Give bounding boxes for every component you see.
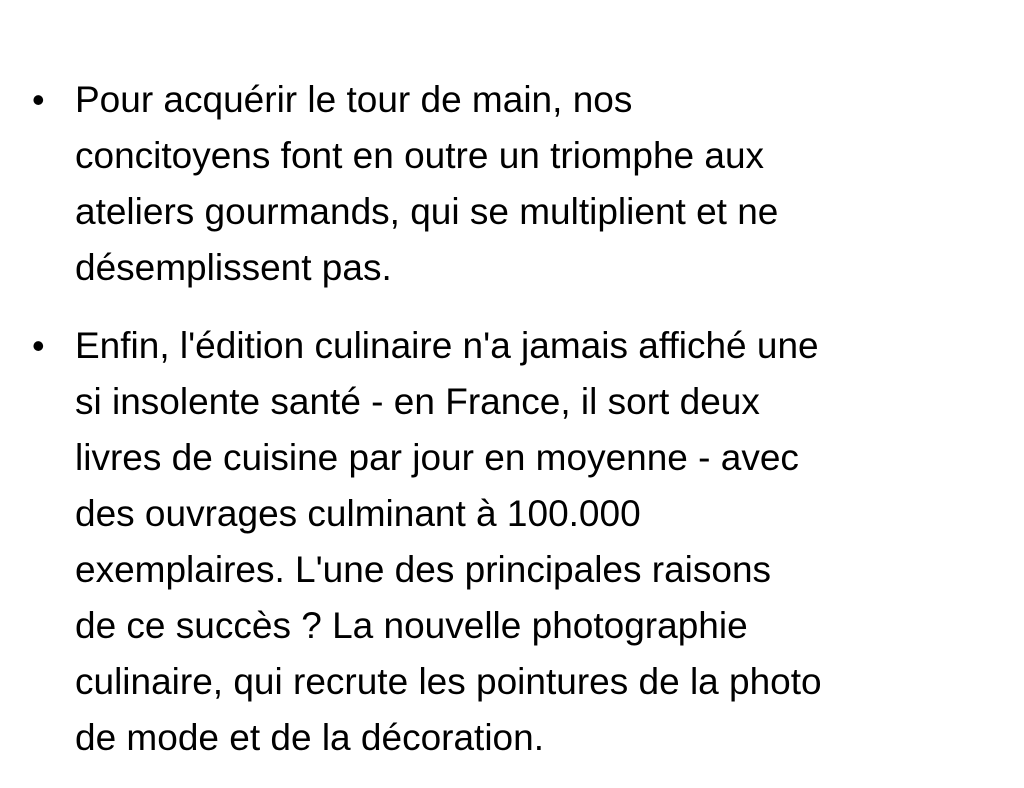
bullet-text-line: ateliers gourmands, qui se multiplient et ne xyxy=(75,191,779,232)
bullet-marker: • xyxy=(32,79,45,120)
bullet-text-line: de ce succès ? La nouvelle photographie xyxy=(75,605,748,646)
bullet-marker: • xyxy=(32,325,45,366)
bullet-text-line: désemplissent pas. xyxy=(75,247,392,288)
bullet-text-line: concitoyens font en outre un triomphe aux xyxy=(75,135,765,176)
bullet-text-line: Pour acquérir le tour de main, nos xyxy=(75,79,633,120)
bullet-text-line: de mode et de la décoration. xyxy=(75,717,544,758)
bullet-item xyxy=(32,318,1002,766)
bullet-item xyxy=(32,72,1002,296)
bullet-text-line: si insolente santé - en France, il sort deux xyxy=(75,381,760,422)
bullet-text-line: Enfin, l'édition culinaire n'a jamais affiché une xyxy=(75,325,819,366)
bullet-text-line: livres de cuisine par jour en moyenne - avec xyxy=(75,437,799,478)
bullet-list xyxy=(32,72,1002,788)
bullet-text-line: culinaire, qui recrute les pointures de la photo xyxy=(75,661,822,702)
bullet-text-line: exemplaires. L'une des principales raisons xyxy=(75,549,772,590)
bullet-text-line: des ouvrages culminant à 100.000 xyxy=(75,493,641,534)
